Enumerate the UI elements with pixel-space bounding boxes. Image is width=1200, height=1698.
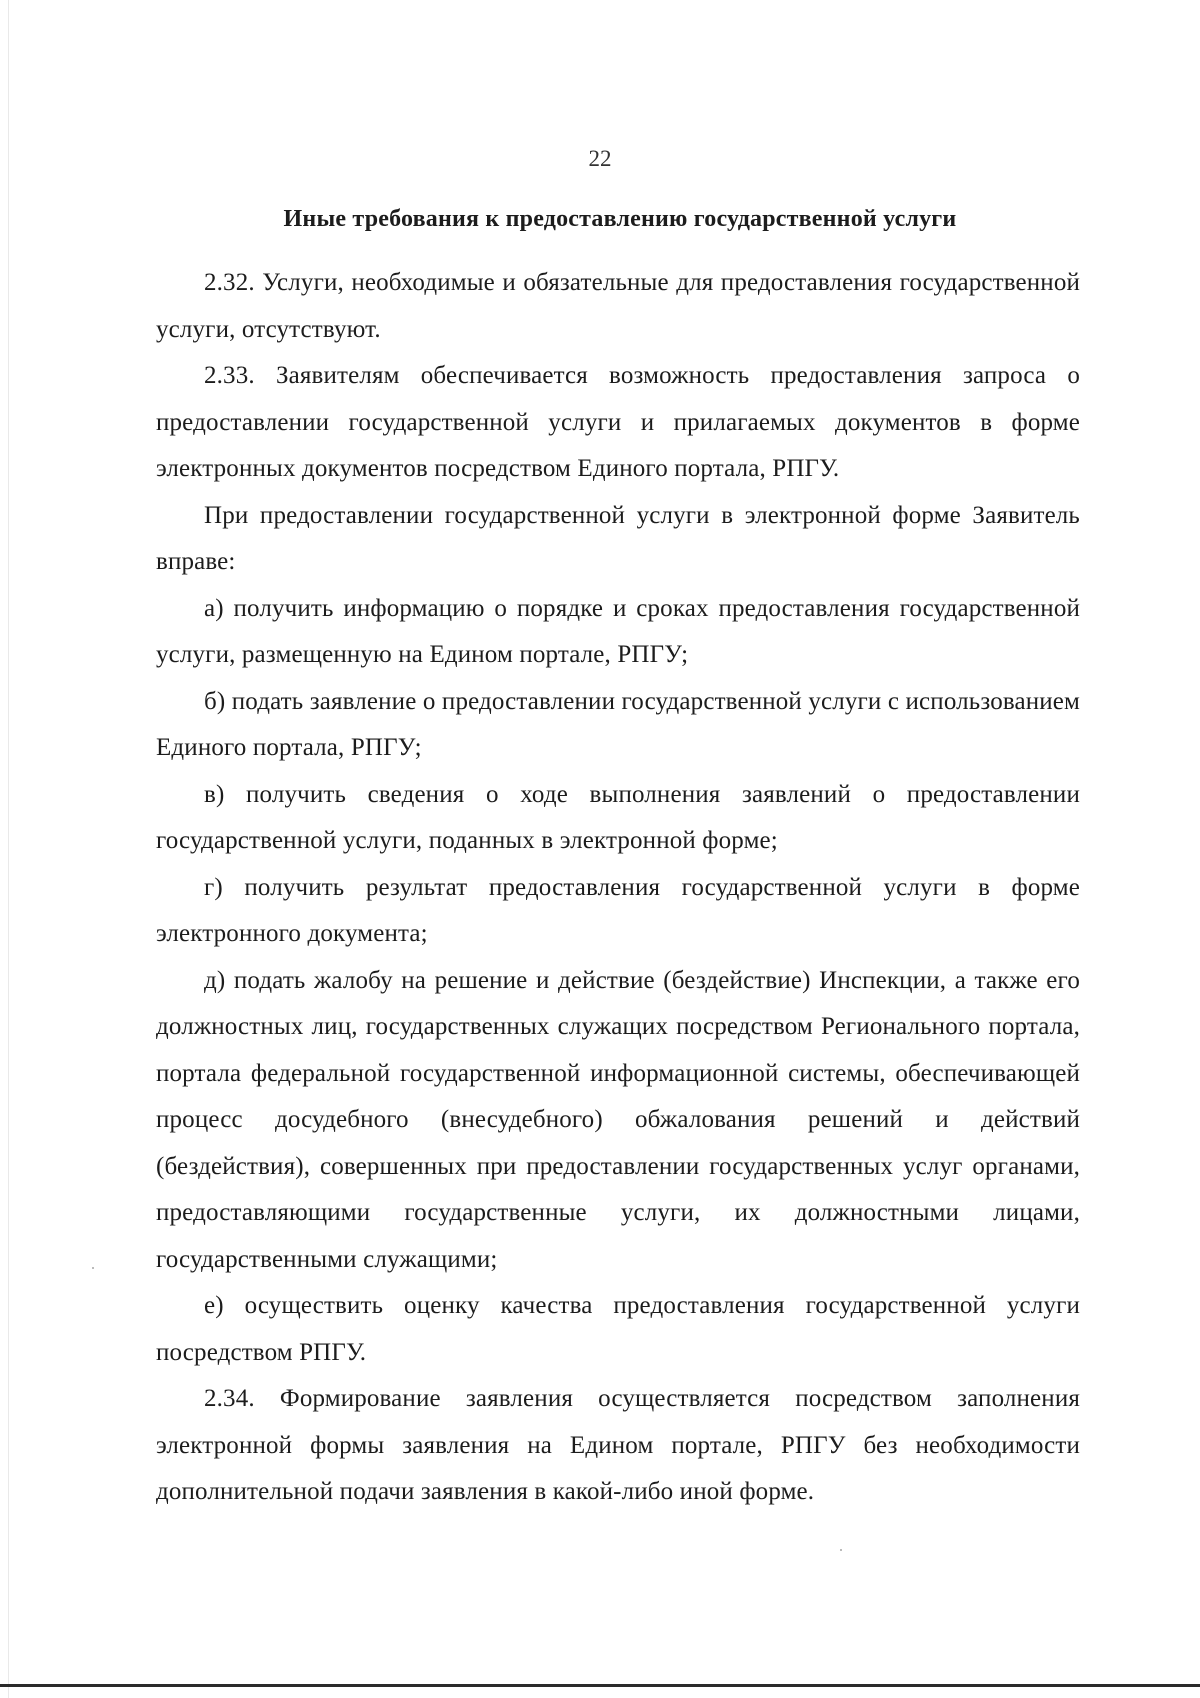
list-item-e: е) осуществить оценку качества предоставления государственной услуги посредством РПГУ.	[156, 1292, 1080, 1366]
list-item-d: д) подать жалобу на решение и действие (бездействие) Инспекции, а также его должностных лиц, государственных служащих посредством Регионального портала, портала федеральной государственной информационной системы, обеспечивающей процесс досудебного (внесудебного) обжалования решений и действий (бездействия), совершенных при предоставлении государственных услуг органами, предоставляющими государственные услуги, их должностными лицами, государственными служащими;	[156, 966, 1080, 1273]
scan-speck	[92, 1267, 94, 1269]
list-item-a: а) получить информацию о порядке и сроках предоставления государственной услуги, размещенную на Едином портале, РПГУ;	[156, 594, 1080, 668]
section-heading: Иные требования к предоставлению государственной услуги	[283, 206, 957, 232]
list-item-v: в) получить сведения о ходе выполнения заявлений о предоставлении государственной услуги, поданных в электронной форме;	[156, 780, 1080, 854]
page-number: 22	[588, 146, 612, 171]
paragraph-2-33: 2.33. Заявителям обеспечивается возможность предоставления запроса о предоставлении государственной услуги и прилагаемых документов в форме электронных документов посредством Единого портала, РПГУ.	[156, 362, 1080, 482]
list-item-b: б) подать заявление о предоставлении государственной услуги с использованием Единого портала, РПГУ;	[156, 687, 1080, 761]
list-item-g: г) получить результат предоставления государственной услуги в форме электронного документа;	[156, 873, 1080, 947]
scan-edge-bottom	[0, 1684, 1200, 1687]
document-body	[156, 260, 1080, 1516]
paragraph-2-32: 2.32. Услуги, необходимые и обязательные для предоставления государственной услуги, отсутствуют.	[156, 269, 1080, 343]
paragraph-applicant-rights-intro: При предоставлении государственной услуги в электронной форме Заявитель вправе:	[156, 501, 1080, 575]
paragraph-2-34: 2.34. Формирование заявления осуществляется посредством заполнения электронной формы заявления на Едином портале, РПГУ без необходимости дополнительной подачи заявления в какой-либо иной форме.	[156, 1385, 1080, 1505]
scan-edge-left	[8, 0, 9, 1698]
scan-speck	[840, 1549, 842, 1551]
